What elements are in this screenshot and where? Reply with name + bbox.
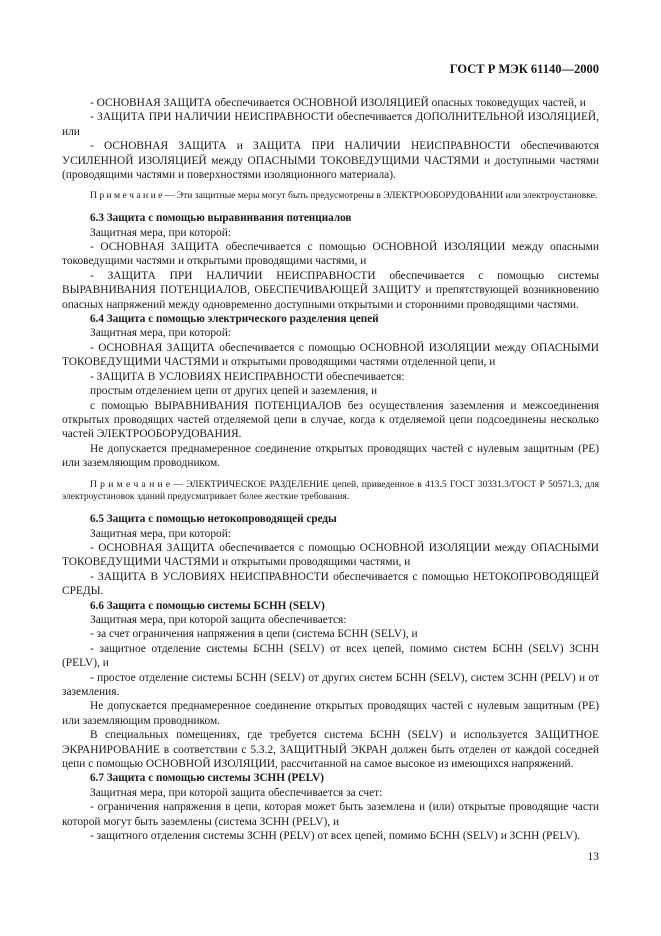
paragraph: - простое отделение системы БСНН (SELV) от других систем БСНН (SELV), систем ЗСНН (PELV) и от заземления. [62,671,599,699]
document-header: ГОСТ Р МЭК 61140—2000 [449,62,599,76]
paragraph: В специальных помещениях, где требуется система БСНН (SELV) и используется ЗАЩИТНОЕ ЭКРАНИРОВАНИЕ в соответствии с 5.3.2, ЗАЩИТНЫЙ ЭКРАН должен быть отделен от каждой соседней цепи с помощью ОСНОВНОЙ ИЗОЛЯЦИИ, рассчитанной на самое высокое из имеющихся напряжений. [62,729,599,771]
document-body [62,96,599,843]
paragraph: - ЗАЩИТА В УСЛОВИЯХ НЕИСПРАВНОСТИ обеспечивается с помощью НЕТОКОПРОВОДЯЩЕЙ СРЕДЫ. [62,570,599,598]
paragraph: - ОСНОВНАЯ ЗАЩИТА обеспечивается с помощью ОСНОВНОЙ ИЗОЛЯЦИИ между опасными токоведущими частями и открытыми проводящими частями, и [62,241,599,268]
paragraph: - защитного отделения системы ЗСНН (PELV) от всех цепей, помимо БСНН (SELV) и ЗСНН (PELV). [90,830,581,843]
paragraph: Защитная мера, при которой: [90,327,231,340]
paragraph: Не допускается преднамеренное соединение открытых проводящих частей с нулевым защитным (РЕ) или заземляющим проводником. [62,700,599,727]
paragraph: Защитная мера, при которой: [90,226,231,239]
page-number: 13 [587,851,599,863]
paragraph: - ОСНОВНАЯ ЗАЩИТА и ЗАЩИТА ПРИ НАЛИЧИИ НЕИСПРАВНОСТИ обеспечиваются УСИЛЕННОЙ ИЗОЛЯЦИЕЙ между ОПАСНЫМИ ТОКОВЕДУЩИМИ ЧАСТЯМИ и доступными частями (проводящими частями и поверхностями изоляционного материала). [62,140,599,182]
paragraph: Не допускается преднамеренное соединение открытых проводящих частей с нулевым защитным (РЕ) или заземляющим проводником. [62,442,599,470]
paragraph: - ЗАЩИТА ПРИ НАЛИЧИИ НЕИСПРАВНОСТИ обеспечивается ДОПОЛНИТЕЛЬНОЙ ИЗОЛЯЦИЕЙ, или [62,111,599,138]
paragraph: простым отделением цепи от других цепей и заземления, и [90,385,378,398]
paragraph: - ЗАЩИТА ПРИ НАЛИЧИИ НЕИСПРАВНОСТИ обеспечивается с помощью системы ВЫРАВНИВАНИЯ ПОТЕНЦИАЛОВ, ОБЕСПЕЧИВАЮЩЕЙ ЗАЩИТУ и препятствующей возникновению опасных напряжений между одновременно доступными открытыми и сторонними проводящими частями. [62,269,599,311]
section-heading-6-4: 6.4 Защита с помощью электрического разделения цепей [90,313,379,326]
paragraph: - ЗАЩИТА В УСЛОВИЯХ НЕИСПРАВНОСТИ обеспечивается: [90,370,405,383]
paragraph: с помощью ВЫРАВНИВАНИЯ ПОТЕНЦИАЛОВ без осуществления заземления и межсоединения открытых проводящих частей отделяемой цепи в случае, когда к отделяемой цепи подсоединены несколько частей ЭЛЕКТРООБОРУДОВАНИЯ. [62,399,599,441]
paragraph: Защитная мера, при которой: [90,527,231,540]
paragraph: - ОСНОВНАЯ ЗАЩИТА обеспечивается с помощью ОСНОВНОЙ ИЗОЛЯЦИИ между ОПАСНЫМИ ТОКОВЕДУЩИМИ ЧАСТЯМИ и открытыми проводящими частями, и [62,541,599,569]
paragraph: - ограничения напряжения в цепи, которая может быть заземлена и (или) открытые проводящие части которой могут быть заземлены (система ЗСНН (PELV), и [62,801,599,828]
section-heading-6-7: 6.7 Защита с помощью системы ЗСНН (PELV) [90,772,324,785]
section-heading-6-5: 6.5 Защита с помощью нетокопроводящей среды [90,513,337,526]
paragraph: Защитная мера, при которой защита обеспечивается: [90,613,347,626]
paragraph: - защитное отделение системы БСНН (SELV) от всех цепей, помимо систем БСНН (SELV) ЗСНН (PELV), и [62,642,599,670]
paragraph: - за счет ограничения напряжения в цепи (система БСНН (SELV), и [90,628,418,641]
paragraph: - ОСНОВНАЯ ЗАЩИТА обеспечивается с помощью ОСНОВНОЙ ИЗОЛЯЦИИ между ОПАСНЫМИ ТОКОВЕДУЩИМИ ЧАСТЯМИ и открытыми проводящими частями отделенной цепи, и [62,341,599,369]
section-heading-6-6: 6.6 Защита с помощью системы БСНН (SELV) [90,599,325,612]
note: П р и м е ч а н и е — Эти защитные меры могут быть предусмотрены в ЭЛЕКТРООБОРУДОВАНИИ или электроустановке. [90,190,598,202]
paragraph: - ОСНОВНАЯ ЗАЩИТА обеспечивается ОСНОВНОЙ ИЗОЛЯЦИЕЙ опасных токоведущих частей, и [90,97,586,109]
note: П р и м е ч а н и е — ЭЛЕКТРИЧЕСКОЕ РАЗДЕЛЕНИЕ цепей, приведенное в 413.5 ГОСТ 30331.3/ГОСТ Р 50571.3, для электроустановок зданий предусматривает более жесткие требования. [62,478,599,503]
section-heading-6-3: 6.3 Защита с помощью выравнивания потенциалов [90,212,352,225]
paragraph: Защитная мера, при которой защита обеспечивается за счет: [90,786,383,799]
